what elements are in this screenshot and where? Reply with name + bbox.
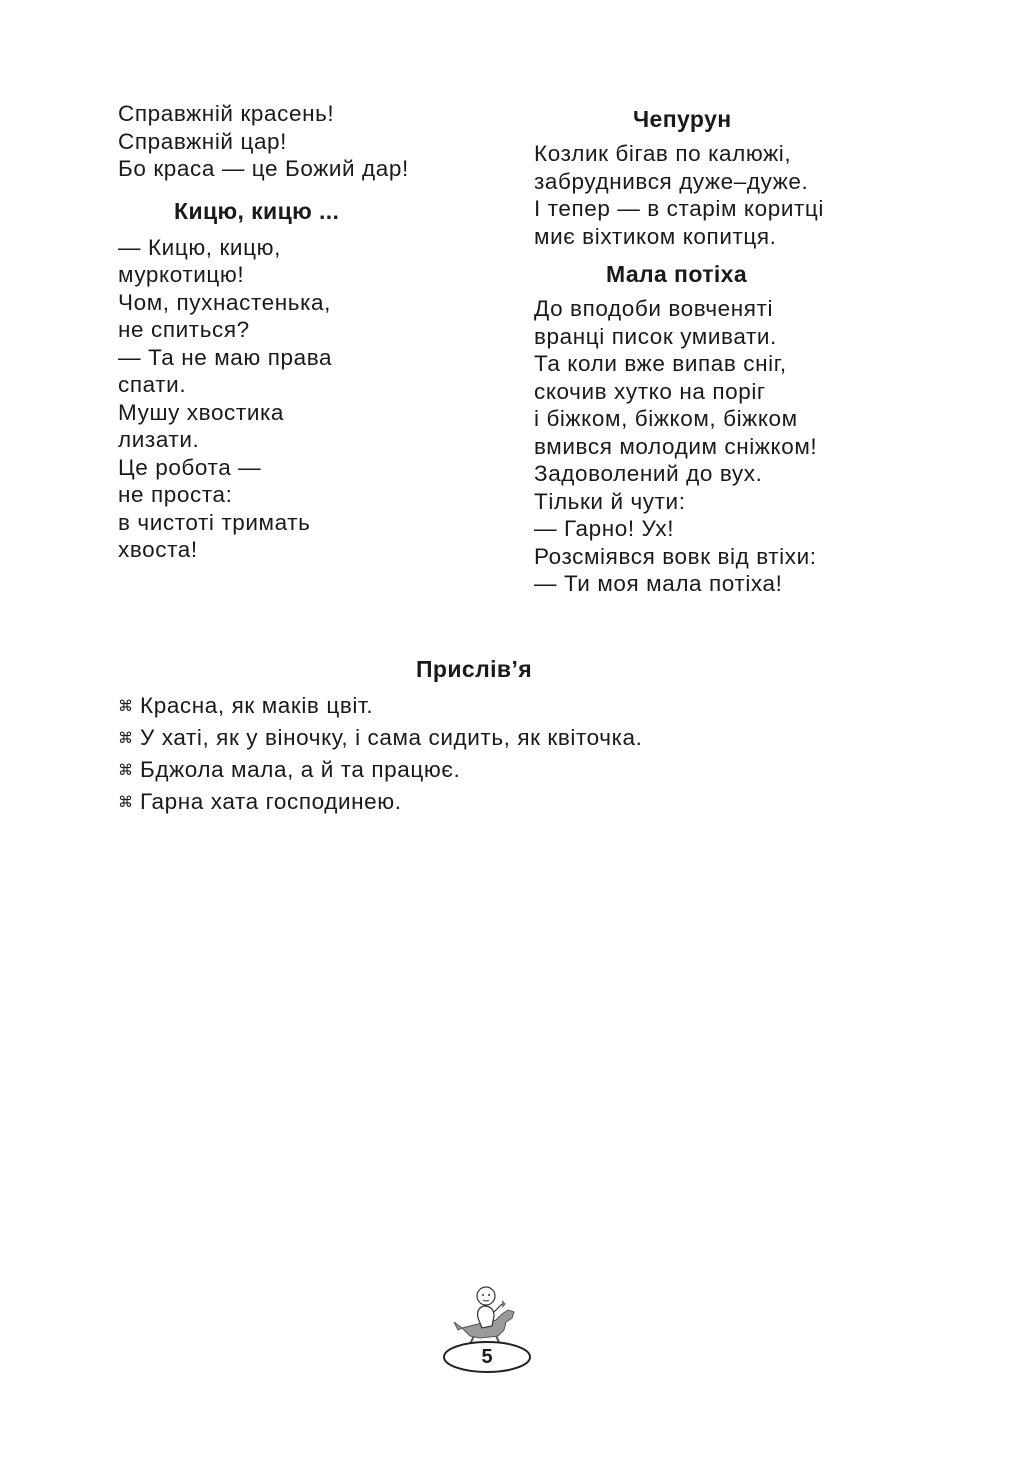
verse-line: вмився молодим сніжком! [534, 433, 818, 459]
verse-line: І тепер — в старім коритці [534, 196, 825, 221]
verse-line: в чистоті тримать [118, 509, 311, 535]
verse-line: скочив хутко на поріг [534, 378, 766, 404]
left-column [118, 100, 478, 564]
proverb-text: Бджола мала, а й та працює. [140, 757, 461, 782]
proverb-item [118, 754, 898, 786]
proverbs-section [118, 654, 898, 818]
verse-line: — Ти моя мала потіха! [534, 571, 783, 596]
verse-line: Справжній цар! [118, 128, 288, 154]
verse-line: Чом, пухнастенька, [118, 289, 331, 315]
verse-line: спати. [118, 372, 187, 397]
verse-line: Задоволений до вух. [534, 461, 763, 486]
verse-line: не проста: [118, 482, 233, 507]
bullet-icon: ⌘ [118, 698, 134, 715]
proverb-item [118, 722, 898, 754]
verse-line: До вподоби вовченяті [534, 296, 774, 321]
intro-verse [118, 100, 478, 183]
verse-line: Тільки й чути: [534, 488, 686, 514]
verse-line: Мушу хвостика [118, 399, 285, 425]
poem-title-chepurun: Чепурун [633, 106, 732, 132]
verse-line: Це робота — [118, 454, 262, 480]
verse-line: Бо краса — це Божий дар! [118, 156, 409, 181]
verse-line: забруднився дуже–дуже. [534, 168, 809, 194]
page-number-badge [440, 1278, 534, 1378]
proverbs-title: Прислів’я [416, 656, 533, 682]
bullet-icon: ⌘ [118, 730, 134, 747]
verse-line: і біжком, біжком, біжком [534, 406, 798, 431]
page-number: 5 [481, 1346, 493, 1368]
bullet-icon: ⌘ [118, 762, 134, 779]
verse-line: лизати. [118, 427, 200, 452]
verse-line: не спиться? [118, 317, 250, 342]
verse-line: вранці писок умивати. [534, 323, 777, 349]
verse-line: Розсміявся вовк від втіхи: [534, 543, 817, 569]
poem-title-kytsiu: Кицю, кицю ... [174, 197, 340, 224]
proverb-text: Красна, як маків цвіт. [140, 693, 374, 718]
verse-line: — Гарно! Ух! [534, 516, 675, 541]
verse-line: Справжній красень! [118, 101, 335, 126]
right-column [534, 100, 864, 598]
verse-line: хвоста! [118, 537, 198, 562]
bullet-icon: ⌘ [118, 794, 134, 811]
proverb-item [118, 786, 898, 818]
proverb-text: Гарна хата господинею. [140, 789, 402, 814]
verse-line: муркотицю! [118, 262, 245, 287]
verse-line: — Кицю, кицю, [118, 234, 281, 260]
proverb-text: У хаті, як у віночку, і сама сидить, як квіточка. [140, 725, 643, 750]
poem-chepurun [534, 140, 864, 250]
verse-line: Та коли вже випав сніг, [534, 351, 787, 376]
proverb-item [118, 690, 898, 722]
poem-kytsiu [118, 234, 478, 564]
verse-line: миє віхтиком копитця. [534, 223, 777, 249]
verse-line: — Та не маю права [118, 344, 333, 370]
poem-title-mala-potikha: Мала потіха [606, 261, 748, 287]
poem-mala-potikha [534, 295, 864, 598]
verse-line: Козлик бігав по калюжі, [534, 141, 792, 166]
